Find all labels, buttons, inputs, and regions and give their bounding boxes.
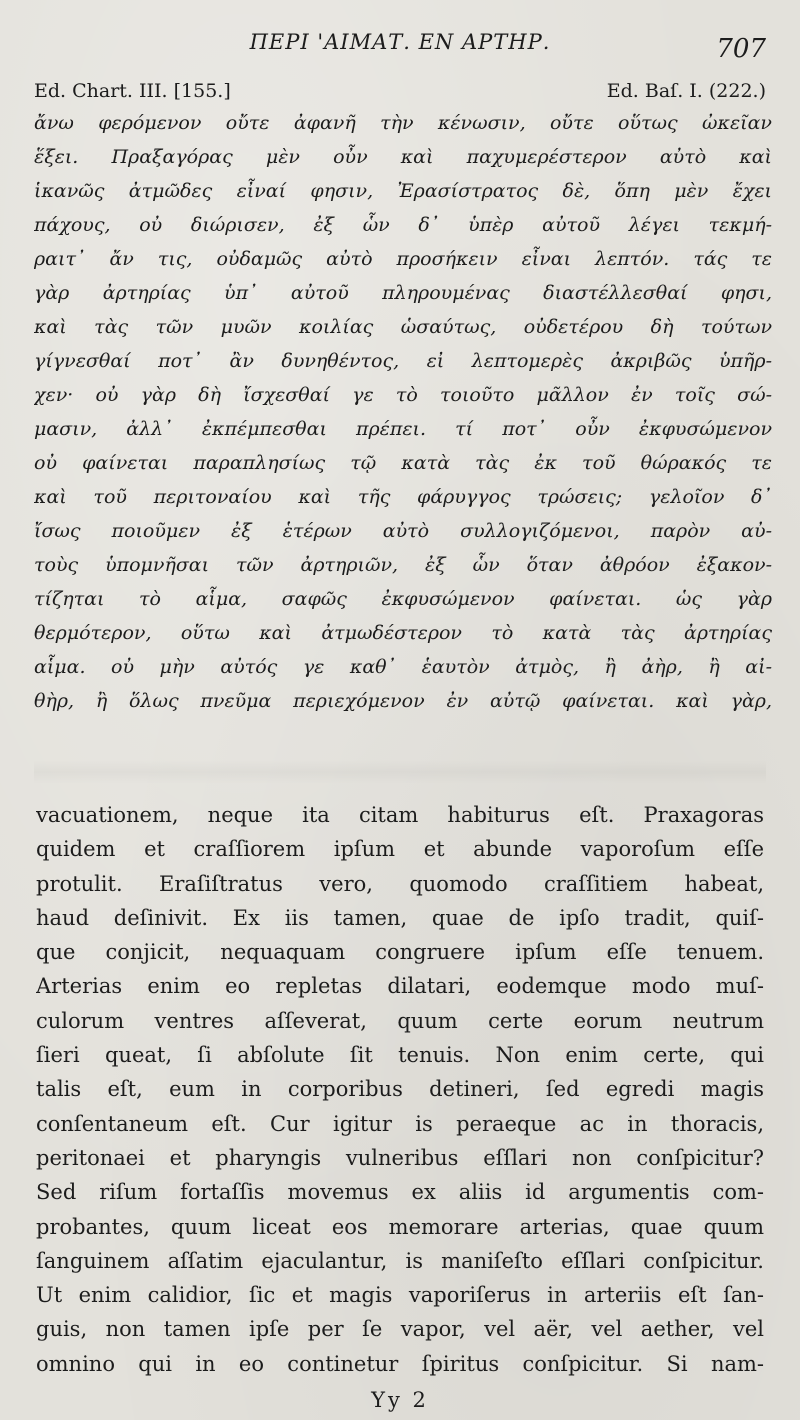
latin-text-line: quidem et craſſiorem ipſum et abunde vaporoſum eſſe — [36, 837, 764, 862]
latin-text-line: omnino qui in eo continetur ſpiritus conſpicitur. Si nam- — [36, 1351, 764, 1376]
latin-text-line: Ut enim calidior, ſic et magis vaporiſerus in arteriis eſt ſan- — [36, 1283, 764, 1308]
latin-text-line: Sed riſum fortaſſis movemus ex aliis id argumentis com- — [36, 1180, 764, 1205]
greek-text-block — [34, 106, 772, 718]
latin-text-line: ſieri queat, ſi abſolute ſit tenuis. Non enim certe, qui — [36, 1043, 764, 1068]
greek-text-line: ἱκανῶς ἀτμῶδες εἶναί φησιν, Ἐρασίστρατος δὲ, ὅπη μὲν ἔχει — [34, 180, 772, 202]
greek-text-line: ραιτ᾽ ἄν τις, οὐδαμῶς αὐτὸ προσήκειν εἶναι λεπτόν. τάς τε — [34, 248, 772, 270]
latin-text-line: ſanguinem aſſatim ejaculantur, is maniſeſto eſſlari conſpicitur. — [36, 1248, 764, 1273]
latin-text-line: peritonaei et pharyngis vulneribus eſſlari non conſpicitur? — [36, 1145, 764, 1170]
greek-text-line: καὶ τὰς τῶν μυῶν κοιλίας ὡσαύτως, οὐδετέρου δὴ τούτων — [34, 316, 772, 338]
greek-text-line: πάχους, οὐ διώρισεν, ἐξ ὧν δ᾽ ὑπὲρ αὐτοῦ λέγει τεκμή- — [34, 214, 772, 236]
latin-text-line: vacuationem, neque ita citam habiturus eſt. Praxagoras — [36, 803, 764, 827]
latin-text-line: culorum ventres aſſeverat, quum certe eorum neutrum — [36, 1008, 764, 1033]
greek-text-line: ἴσως ποιοῦμεν ἐξ ἑτέρων αὐτὸ συλλογιζόμενοι, παρὸν αὐ- — [34, 520, 772, 542]
latin-text-line: guis, non tamen ipſe per ſe vapor, vel aër, vel aether, vel — [36, 1317, 764, 1342]
latin-text-line: protulit. Eraſiſtratus vero, quomodo craſſitiem habeat, — [36, 871, 764, 896]
edition-left: Ed. Chart. III. [155.] — [34, 80, 231, 102]
page-number: 707 — [716, 34, 766, 64]
section-gap — [34, 760, 766, 784]
latin-text-line: haud deſinivit. Ex iis tamen, quae de ipſo tradit, quiſ- — [36, 905, 764, 930]
latin-text-line: Arterias enim eo repletas dilatari, eodemque modo muſ- — [36, 974, 764, 999]
edition-right: Ed. Baſ. I. (222.) — [606, 80, 766, 102]
greek-text-line: ἄνω φερόμενον οὔτε ἀφανῆ τὴν κένωσιν, οὔτε οὕτως ὠκεῖαν — [34, 112, 772, 134]
greek-text-line: θὴρ, ἢ ὅλως πνεῦμα περιεχόμενον ἐν αὐτῷ φαίνεται. καὶ γὰρ, — [34, 690, 772, 712]
greek-text-line: τίζηται τὸ αἷμα, σαφῶς ἐκφυσώμενον φαίνεται. ὡς γὰρ — [34, 588, 772, 610]
running-head: ΠΕΡΙ 'ΑΙΜΑΤ. ΕΝ ΑΡΤΗΡ. — [249, 30, 551, 54]
signature-mark: Yy 2 — [371, 1388, 429, 1412]
latin-text-line: probantes, quum liceat eos memorare arterias, quae quum — [36, 1214, 764, 1239]
greek-text-line: ἕξει. Πραξαγόρας μὲν οὖν καὶ παχυμερέστερον αὐτὸ καὶ — [34, 146, 772, 168]
latin-text-line: talis eſt, eum in corporibus detineri, ſed egredi magis — [36, 1077, 764, 1102]
greek-text-line: τοὺς ὑπομνῆσαι τῶν ἀρτηριῶν, ἐξ ὧν ὅταν ἀθρόον ἐξακον- — [34, 554, 772, 576]
greek-text-line: χεν· οὐ γὰρ δὴ ἴσχεσθαί γε τὸ τοιοῦτο μᾶλλον ἐν τοῖς σώ- — [34, 384, 772, 406]
greek-text-line: οὐ φαίνεται παραπλησίως τῷ κατὰ τὰς ἐκ τοῦ θώρακός τε — [34, 452, 772, 474]
latin-text-line: conſentaneum eſt. Cur igitur is peraeque ac in thoracis, — [36, 1111, 764, 1136]
greek-text-line: γίγνεσθαί ποτ᾽ ἂν δυνηθέντος, εἰ λεπτομερὲς ἀκριβῶς ὑπῆρ- — [34, 350, 772, 372]
latin-text-block — [36, 798, 764, 1381]
latin-text-line: que conjicit, nequaquam congruere ipſum eſſe tenuem. — [36, 940, 764, 965]
greek-text-line: καὶ τοῦ περιτοναίου καὶ τῆς φάρυγγος τρώσεις; γελοῖον δ᾽ — [34, 486, 772, 508]
edition-references — [34, 80, 766, 102]
greek-text-line: αἷμα. οὐ μὴν αὐτός γε καθ᾽ ἑαυτὸν ἀτμὸς, ἢ ἀὴρ, ἢ αἰ- — [34, 656, 772, 678]
greek-text-line: γὰρ ἀρτηρίας ὑπ᾽ αὐτοῦ πληρουμένας διαστέλλεσθαί φησι, — [34, 282, 772, 304]
greek-text-line: μασιν, ἀλλ᾽ ἐκπέμπεσθαι πρέπει. τί ποτ᾽ οὖν ἐκφυσώμενον — [34, 418, 772, 440]
greek-text-line: θερμότερον, οὕτω καὶ ἀτμωδέστερον τὸ κατὰ τὰς ἀρτηρίας — [34, 622, 772, 644]
